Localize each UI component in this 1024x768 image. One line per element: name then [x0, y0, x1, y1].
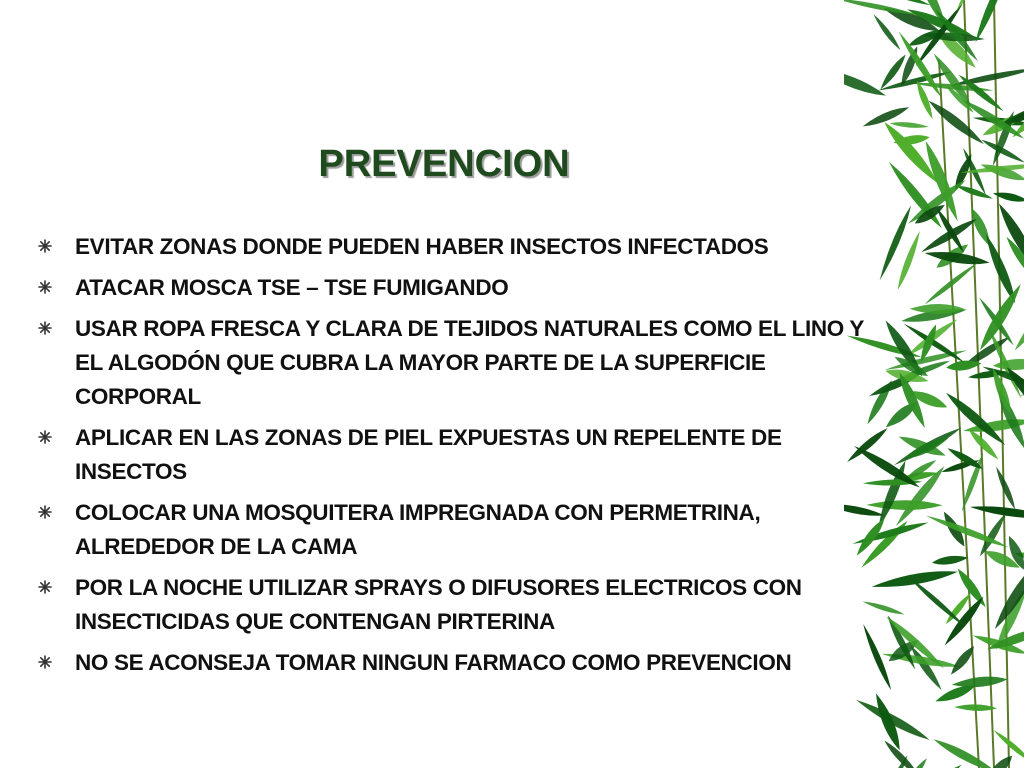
bamboo-leaf [871, 567, 959, 592]
bamboo-leaf [984, 752, 1016, 768]
bamboo-leaf [969, 503, 1024, 522]
slide-title: PREVENCION [318, 143, 570, 185]
bamboo-leaf [889, 121, 929, 130]
bamboo-leaf [931, 736, 1000, 768]
bamboo-leaf [1012, 295, 1024, 353]
bullet-text: APLICAR EN LAS ZONAS DE PIEL EXPUESTAS UN REPELENTE DE INSECTOS [75, 425, 782, 484]
bullet-text: POR LA NOCHE UTILIZAR SPRAYS O DIFUSORES ELECTRICOS CON INSECTICIDAS QUE CONTENGAN PIRTERINA [75, 575, 802, 634]
bamboo-leaf [966, 427, 1000, 462]
bamboo-leaf [955, 183, 993, 201]
bullet-item [34, 271, 864, 305]
asterisk-bullet-icon [38, 505, 52, 519]
bamboo-leaf [866, 500, 942, 510]
bamboo-leaves-decoration [844, 0, 1024, 768]
asterisk-bullet-icon [38, 430, 52, 444]
bullet-item [34, 230, 864, 264]
bamboo-leaf [862, 599, 906, 617]
asterisk-bullet-icon [38, 239, 52, 253]
bamboo-leaf [926, 97, 987, 148]
asterisk-bullet-icon [38, 280, 52, 294]
bullet-text: EVITAR ZONAS DONDE PUEDEN HABER INSECTOS INFECTADOS [75, 234, 769, 259]
bamboo-leaf [844, 63, 888, 100]
bullet-item [34, 421, 864, 489]
bamboo-leaf [972, 0, 1012, 44]
bamboo-leaf [931, 554, 968, 567]
bullet-item [34, 496, 864, 564]
bamboo-leaf [908, 576, 967, 629]
bamboo-leaf [860, 623, 894, 691]
bullet-item [34, 646, 864, 680]
asterisk-bullet-icon [38, 655, 52, 669]
asterisk-bullet-icon [38, 321, 52, 335]
bullet-list [34, 230, 864, 687]
bamboo-leaf [877, 204, 915, 282]
bullet-item [34, 312, 864, 414]
bullet-item [34, 571, 864, 639]
bullet-text: COLOCAR UNA MOSQUITERA IMPREGNADA CON PERMETRINA, ALREDEDOR DE LA CAMA [75, 500, 761, 559]
asterisk-bullet-icon [38, 580, 52, 594]
bullet-text: USAR ROPA FRESCA Y CLARA DE TEJIDOS NATURALES COMO EL LINO Y EL ALGODÓN QUE CUBRA LA MAYOR PARTE DE LA SUPERFICIE CORPORAL [75, 316, 864, 409]
bamboo-leaf [993, 465, 1017, 510]
bullet-text: ATACAR MOSCA TSE – TSE FUMIGANDO [75, 275, 509, 300]
bullet-text: NO SE ACONSEJA TOMAR NINGUN FARMACO COMO PREVENCION [75, 650, 792, 675]
